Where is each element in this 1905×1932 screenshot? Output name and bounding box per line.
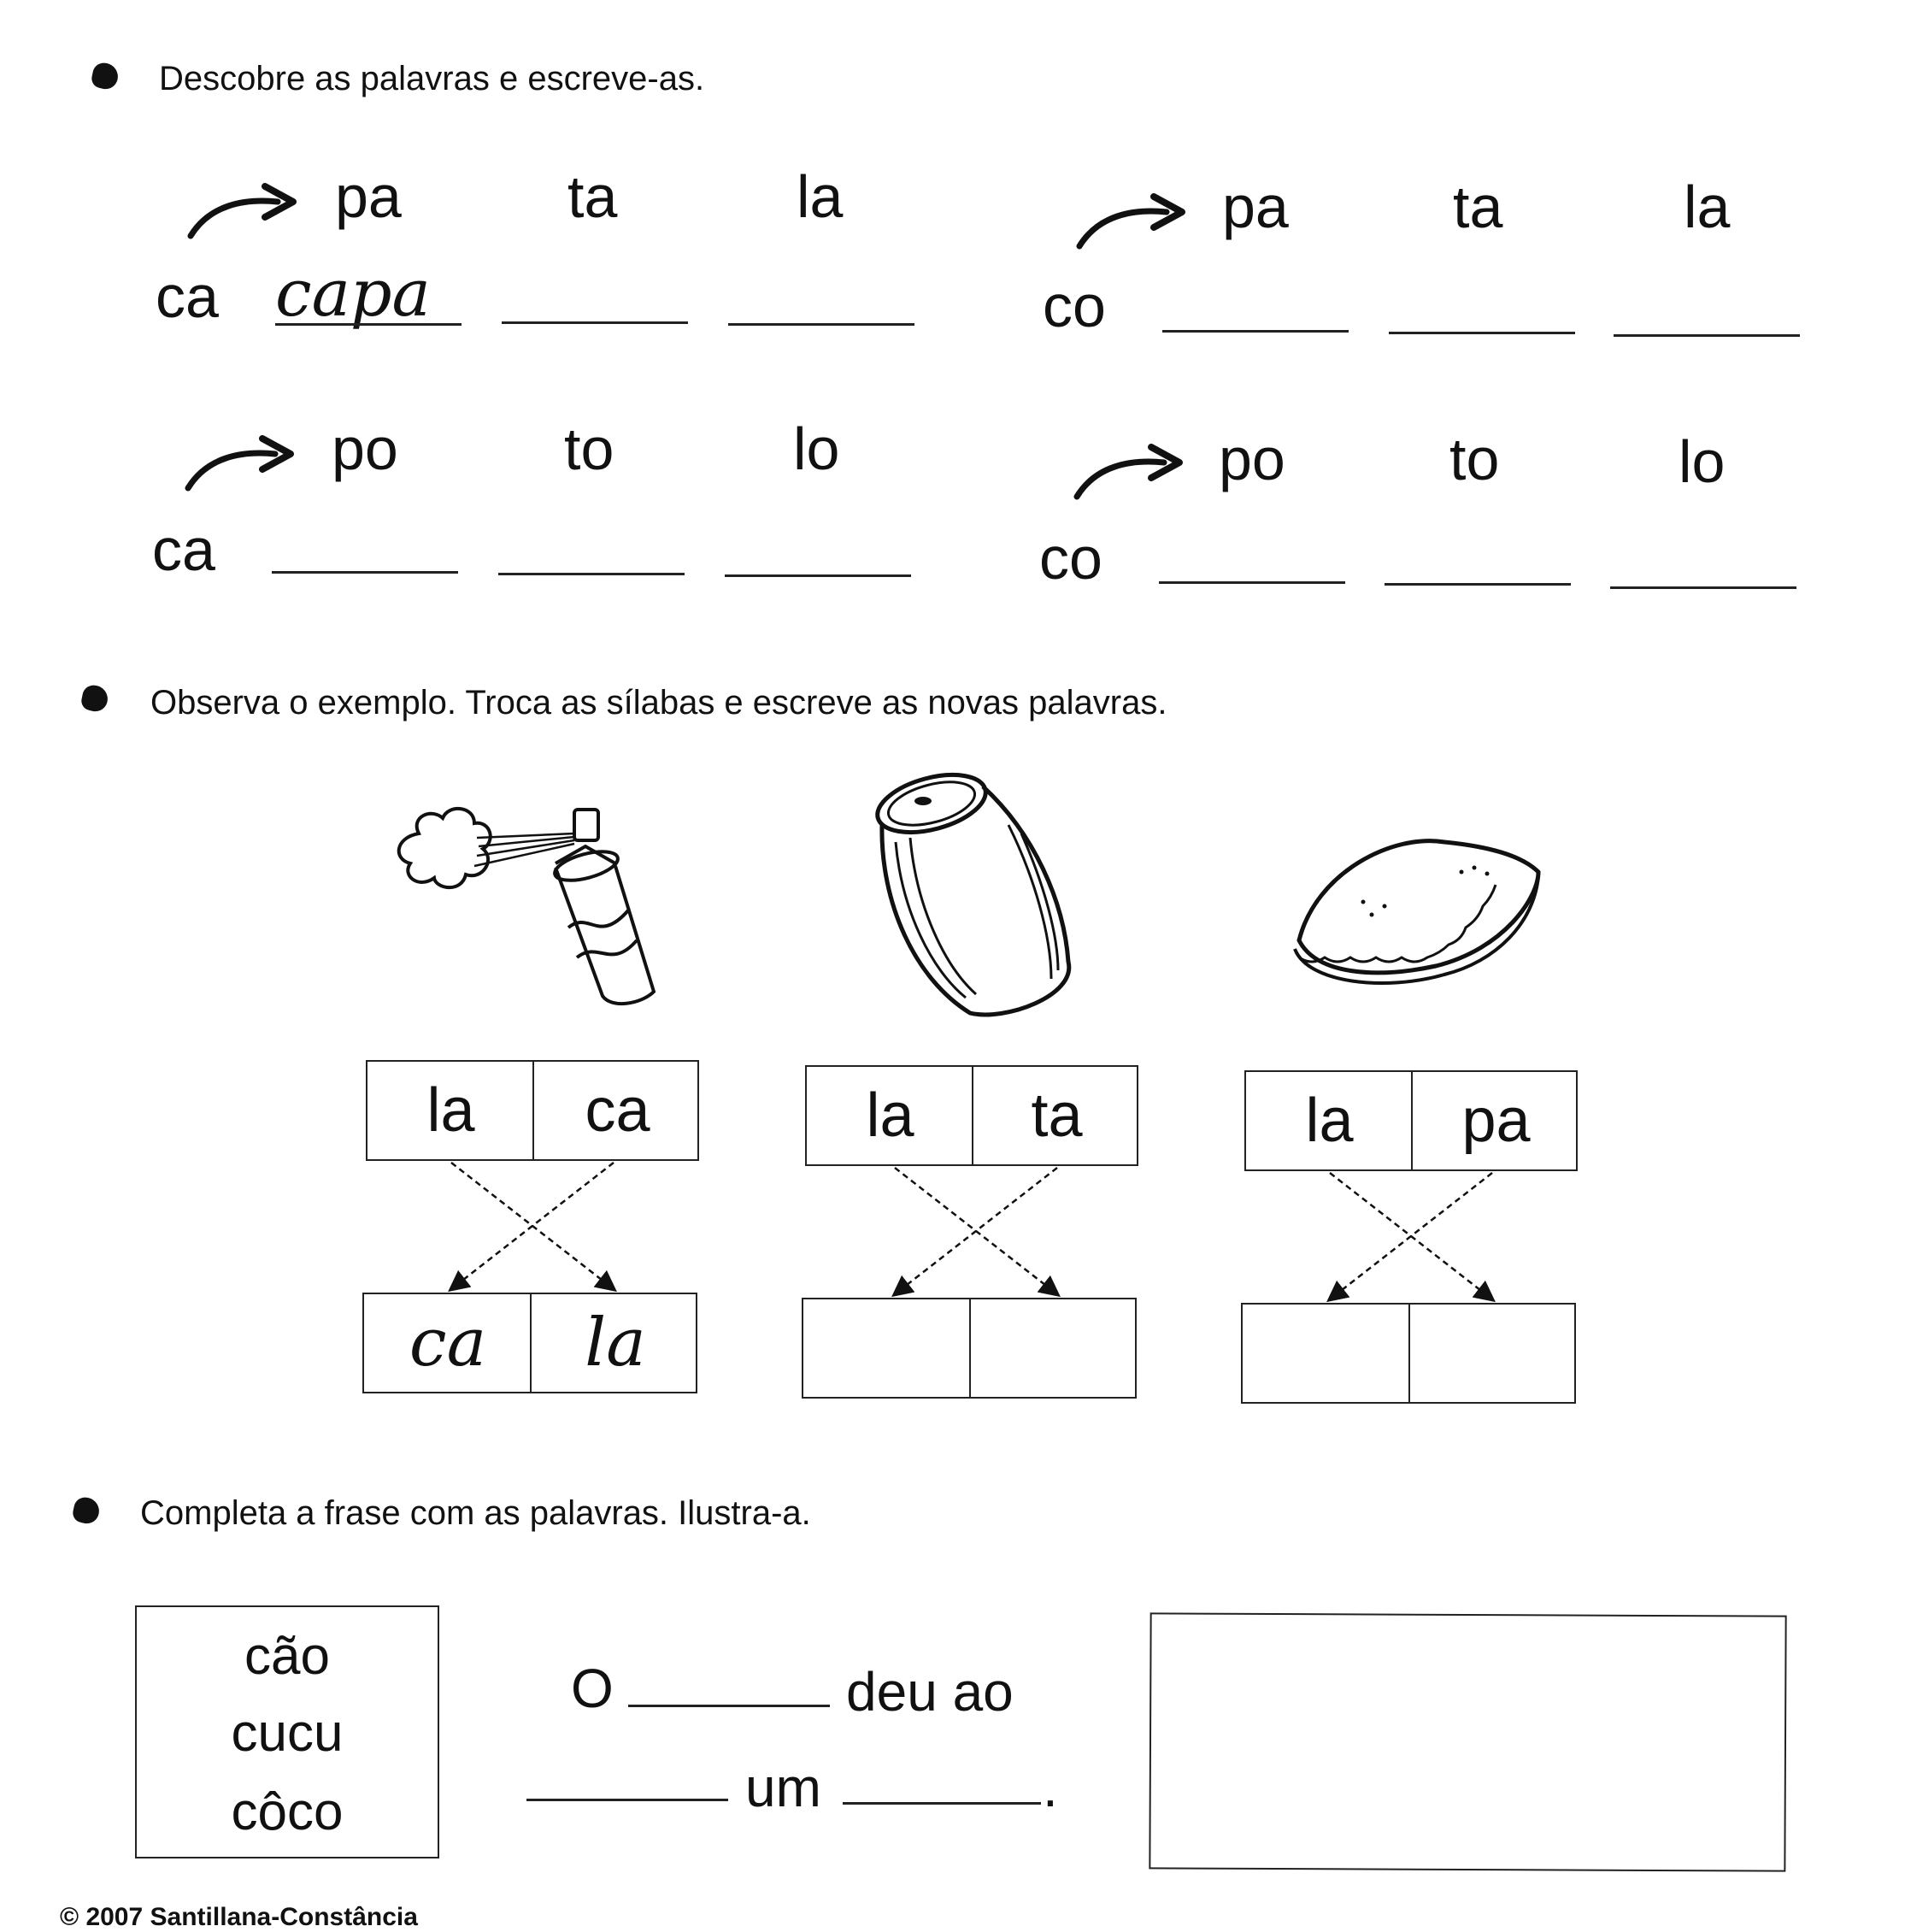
answer-cell[interactable]: ca — [409, 1305, 487, 1381]
syllable: ta — [1453, 174, 1503, 240]
answer-cell[interactable] — [1243, 1305, 1410, 1402]
answer-blank[interactable] — [1610, 586, 1796, 589]
instruction-exercise-3: Completa a frase com as palavras. Ilustra-a. — [140, 1494, 811, 1532]
syllable-box-bottom — [1241, 1303, 1576, 1404]
word-bank-item: cão — [244, 1627, 330, 1686]
answer-blank[interactable] — [1385, 583, 1571, 586]
syllable-cell: pa — [1461, 1087, 1531, 1155]
syllable: la — [797, 163, 844, 230]
curved-arrow-icon — [1073, 190, 1192, 258]
syllable-box-bottom — [802, 1298, 1137, 1399]
answer-blank[interactable] — [1159, 581, 1345, 584]
bullet-icon — [90, 61, 121, 91]
spray-can-icon — [385, 799, 667, 1013]
swap-arrows-icon — [1244, 1171, 1578, 1303]
answer-blank[interactable] — [728, 323, 914, 326]
bullet-icon — [79, 683, 110, 714]
answer-blank[interactable] — [725, 574, 911, 577]
syllable-cell: la — [426, 1076, 475, 1145]
sentence-period: . — [1043, 1757, 1058, 1818]
syllable-cell: la — [866, 1081, 914, 1150]
answer-blank[interactable] — [502, 321, 688, 324]
answer-blank[interactable] — [498, 573, 685, 575]
word-bank-item: cucu — [231, 1704, 344, 1763]
sentence-word: O — [571, 1658, 614, 1719]
bullet-icon — [71, 1495, 102, 1526]
base-syllable: ca — [156, 263, 219, 330]
syllable-box-top — [1244, 1070, 1578, 1171]
syllable: po — [1219, 426, 1285, 492]
base-syllable: co — [1039, 525, 1102, 592]
curved-arrow-icon — [1070, 440, 1190, 509]
curved-arrow-icon — [181, 432, 301, 500]
illustration-box[interactable] — [1149, 1612, 1786, 1871]
syllable: la — [1684, 174, 1731, 240]
syllable: to — [564, 415, 614, 482]
answer-blank[interactable] — [1614, 334, 1800, 337]
swap-arrows-icon — [366, 1161, 699, 1293]
instruction-exercise-1: Descobre as palavras e escreve-as. — [159, 60, 705, 97]
base-syllable: co — [1043, 273, 1106, 339]
answer-cell[interactable] — [971, 1299, 1138, 1397]
instruction-exercise-2: Observa o exemplo. Troca as sílabas e escreve as novas palavras. — [150, 684, 1167, 722]
syllable: lo — [1679, 428, 1726, 495]
syllable-cell: la — [1305, 1087, 1354, 1155]
copyright-footer: © 2007 Santillana-Constância — [60, 1903, 418, 1931]
sentence-word: deu ao — [846, 1661, 1014, 1723]
base-syllable: ca — [152, 516, 215, 583]
swap-arrows-icon — [805, 1166, 1138, 1298]
answer-blank[interactable] — [1389, 332, 1575, 334]
syllable: po — [332, 415, 398, 482]
sentence-blank[interactable] — [526, 1799, 728, 1801]
sentence-blank[interactable] — [843, 1802, 1041, 1805]
answer-blank[interactable] — [1162, 330, 1349, 333]
syllable: ta — [567, 163, 618, 230]
example-answer: capa — [275, 255, 431, 331]
syllable-box-bottom — [362, 1293, 697, 1393]
sentence-blank[interactable] — [628, 1705, 830, 1707]
answer-cell[interactable] — [1410, 1305, 1578, 1402]
word-bank-box — [135, 1605, 439, 1858]
syllable-cell: ca — [585, 1076, 650, 1145]
answer-blank[interactable] — [275, 323, 462, 326]
answer-cell[interactable]: la — [585, 1305, 646, 1381]
syllable-box-top — [366, 1060, 699, 1161]
curved-arrow-icon — [184, 180, 303, 248]
answer-blank[interactable] — [272, 571, 458, 574]
syllable: to — [1449, 426, 1500, 492]
syllable-cell: ta — [1031, 1081, 1083, 1150]
syllable: pa — [1222, 174, 1289, 240]
syllable-box-top — [805, 1065, 1138, 1166]
sentence-word: um — [745, 1757, 821, 1818]
tin-can-icon — [863, 765, 1077, 1022]
pasty-icon — [1282, 821, 1547, 1000]
syllable: pa — [335, 163, 402, 230]
word-bank-item: côco — [231, 1782, 344, 1841]
answer-cell[interactable] — [803, 1299, 971, 1397]
syllable: lo — [793, 415, 840, 482]
